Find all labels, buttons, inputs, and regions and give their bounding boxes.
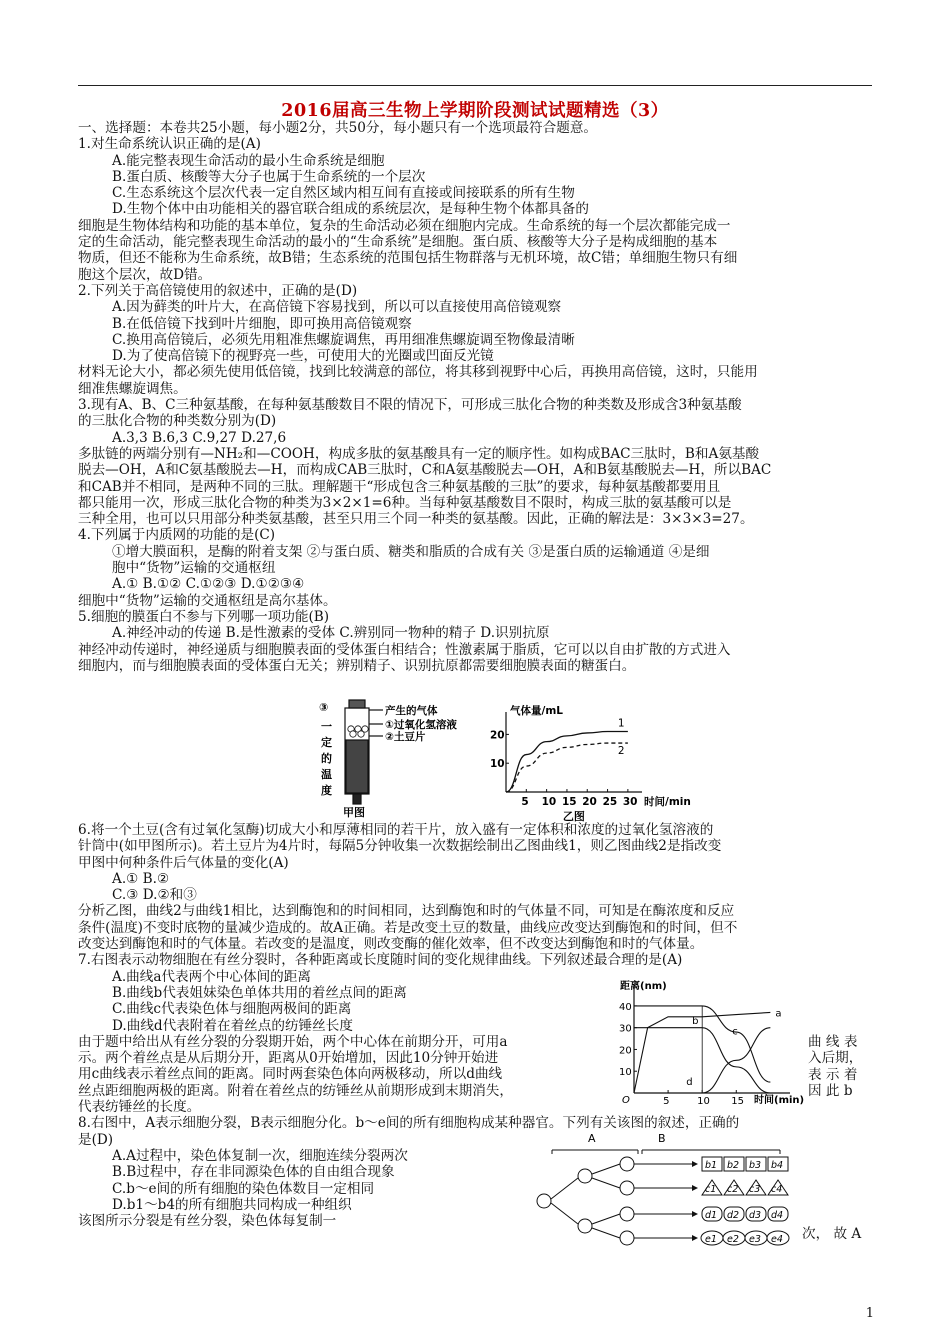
text-line: 脱去—OH，A和C氨基酸脱去—H，而构成CAB三肽时，C和A氨基酸脱去—OH，A和B氨基酸脱去—H，所以BAC (78, 462, 772, 479)
x-tick-label: 25 (602, 796, 618, 808)
side-text-2: 的 (321, 752, 332, 765)
label-3: ③ (319, 701, 329, 714)
text-line: 细准焦螺旋调焦。 (78, 380, 187, 397)
text-line: A.① B.①② C.①②③ D.①②③④ (112, 576, 305, 593)
series-2-label: 2 (617, 745, 625, 758)
cell-label-d4: d4 (771, 1210, 784, 1221)
text-line: 分析乙图，曲线2与曲线1相比，达到酶饱和的时间相同，达到酶饱和时的气体量不同，可知是在酶浓度和反应 (78, 903, 735, 920)
q7-right-line-1: 入后期， (808, 1050, 863, 1067)
text-line: 胞中“货物”运输的交通枢纽 (112, 560, 276, 577)
cell-label-b4: b4 (771, 1160, 784, 1171)
cell-label-c1: c1 (705, 1184, 717, 1195)
text-line: 示。两个着丝点是从后期分开，距离从0开始增加，因此10分钟开始进 (78, 1050, 499, 1067)
x-tick-label: 15 (731, 1096, 745, 1107)
text-line: B.在低倍镜下找到叶片细胞，即可换用高倍镜观察 (112, 315, 412, 332)
caption-jia: 甲图 (343, 806, 365, 819)
y-tick-label: 10 (619, 1067, 632, 1079)
cell-label-b2: b2 (727, 1160, 740, 1171)
cell-root (537, 1194, 551, 1208)
origin-label: O (622, 1095, 630, 1106)
text-line: 代表纺锤丝的长度。 (78, 1099, 201, 1116)
figure-q7-chart (598, 975, 808, 1105)
cell-label-d1: d1 (705, 1210, 718, 1221)
cell-label-e4: e4 (771, 1234, 783, 1245)
text-line: 针筒中(如甲图所示)。若土豆片为4片时，每隔5分钟收集一次数据绘制出乙图曲线1，则乙图曲线2是指改变 (78, 838, 722, 855)
text-line: B.曲线b代表姐妹染色单体共用的着丝点间的距离 (112, 984, 407, 1001)
cell-mid-1 (578, 1169, 592, 1183)
syringe-plunger (349, 700, 365, 708)
side-text-4: 度 (321, 784, 332, 797)
label-gas: 产生的气体 (385, 705, 438, 717)
label-A: A (588, 1132, 596, 1145)
text-line: 细胞是生物体结构和功能的基本单位，复杂的生命活动必须在细胞内完成。生命系统的每一个层次都能完成一 (78, 217, 731, 234)
text-line: 4.下列属于内质网的功能的是(C) (78, 527, 276, 544)
caption-yi: 乙图 (562, 810, 585, 823)
text-line: D.生物个体中由功能相关的器官联合组成的系统层次，是每种生物个体都具备的 (112, 201, 589, 218)
text-line: 神经冲动传递时，神经递质与细胞膜表面的受体蛋白相结合；性激素属于脂质，它可以以自由扩散的方式进入 (78, 641, 731, 658)
cell-label-d2: d2 (727, 1210, 740, 1221)
text-line: 2.下列关于高倍镜使用的叙述中，正确的是(D) (78, 282, 358, 299)
figure-q8-diagram (530, 1130, 795, 1260)
q7-right-text (808, 1034, 862, 1099)
text-line: D.为了使高倍镜下的视野亮一些，可使用大的光圈或凹面反光镜 (112, 348, 494, 365)
label-h2o2: ①过氧化氢溶液 (385, 719, 457, 731)
text-line: D.b1～b4的所有细胞共同构成一种组织 (112, 1196, 352, 1213)
syringe-liquid (346, 740, 368, 793)
y-tick-label: 30 (619, 1023, 632, 1035)
text-line: C.③ D.②和③ (112, 887, 197, 904)
text-line: 用c曲线表示着丝点间的距离。同时两套染色体向两极移动，所以d曲线 (78, 1066, 503, 1083)
x-axis-label: 时间/min (644, 796, 691, 808)
cell-label-d3: d3 (749, 1210, 762, 1221)
text-line: A.① B.② (112, 870, 170, 887)
text-line: A.3,3 B.6,3 C.9,27 D.27,6 (112, 429, 287, 446)
cell-label-e1: e1 (705, 1234, 717, 1245)
cell-label-c3: c3 (749, 1184, 761, 1195)
text-line: A.能完整表现生命活动的最小生命系统是细胞 (112, 152, 385, 169)
y-tick-label: 10 (490, 758, 505, 771)
text-line: 7.右图表示动物细胞在有丝分裂时，各种距离或长度随时间的变化规律曲线。下列叙述最合理的是(A) (78, 952, 683, 969)
label-B: B (658, 1132, 666, 1145)
cell-label-c2: c2 (727, 1184, 739, 1195)
y-tick-label: 40 (619, 1001, 632, 1013)
q7-right-line-0: 曲 线 表 (808, 1034, 858, 1050)
questions-1-5 (78, 120, 874, 674)
text-line: C.曲线c代表染色体与细胞两极间的距离 (112, 1001, 352, 1018)
arrow-m1-b (592, 1164, 620, 1174)
q8-right-text: 次， 故 A (802, 1226, 862, 1242)
x-tick-label: 10 (541, 796, 557, 808)
arrowhead-3 (692, 1235, 698, 1241)
q7-right-line-3: 因 此 b (808, 1082, 853, 1099)
page-number: 1 (865, 1306, 874, 1321)
x-tick-label: 10 (697, 1096, 710, 1107)
text-line: 多肽链的两端分别有—NH₂和—COOH，构成多肽的氨基酸具有一定的顺序性。如构成BAC三肽时，B和A氨基酸 (78, 445, 760, 462)
x-axis-label: 时间(min) (754, 1095, 805, 1106)
arrow-root-2 (551, 1203, 578, 1224)
text-line: 8.右图中，A表示细胞分裂，B表示细胞分化。b～e间的所有细胞构成某种器官。下列有关该图的叙述，正确的 (78, 1115, 740, 1132)
side-text-3: 温 (321, 768, 332, 781)
text-line: A.A过程中，染色体复制一次，细胞连续分裂两次 (112, 1147, 408, 1164)
text-line: 由于题中给出从有丝分裂的分裂期开始，两个中心体在前期分开，可用a (78, 1033, 508, 1050)
text-line: 3.现有A、B、C三种氨基酸，在每种氨基酸数目不限的情况下，可形成三肽化合物的种类数及形成含3种氨基酸 (78, 397, 742, 414)
text-line: 是(D) (78, 1131, 114, 1148)
cell-mid-2 (578, 1219, 592, 1233)
y-tick-label: 20 (619, 1045, 632, 1057)
arrowhead-2 (692, 1211, 698, 1217)
top-rule (78, 85, 872, 86)
series-1-line (506, 732, 628, 792)
text-line: C.b～e间的所有细胞的染色体数目一定相同 (112, 1180, 375, 1197)
text-line: 5.细胞的膜蛋白不参与下列哪一项功能(B) (78, 608, 330, 625)
series-c-label: c (732, 1026, 738, 1038)
cell-stem-3 (620, 1231, 634, 1245)
cell-label-e2: e2 (727, 1234, 739, 1245)
side-text-0: 一 (321, 720, 332, 733)
cell-stem-0 (620, 1157, 634, 1171)
arrow-m2-e (592, 1228, 620, 1238)
page-title: 2016届高三生物上学期阶段测试试题精选（3） (281, 101, 669, 121)
x-tick-label: 30 (622, 796, 638, 808)
cell-stem-1 (620, 1181, 634, 1195)
text-line: B.蛋白质、核酸等大分子也属于生命系统的一个层次 (112, 168, 426, 185)
q7-right-line-2: 表 示 着 (808, 1066, 858, 1083)
text-line: ①增大膜面积，是酶的附着支架 ②与蛋白质、糖类和脂质的合成有关 ③是蛋白质的运输通道 ④是细 (112, 543, 710, 560)
text-line: 甲图中何种条件后气体量的变化(A) (78, 854, 289, 871)
x-tick-label: 5 (521, 796, 529, 808)
side-text-1: 定 (321, 736, 332, 749)
cell-stem-2 (620, 1207, 634, 1221)
text-line: 改变达到酶饱和时的气体量。若改变的是温度，则改变酶的催化效率，但不改变达到酶饱和时的气体量。 (78, 936, 704, 953)
series-b-label: b (692, 1015, 699, 1027)
y-axis-label: 距离(nm) (620, 981, 667, 992)
text-line: 胞这个层次，故D错。 (78, 266, 212, 283)
text-line: A.神经冲动的传递 B.是性激素的受体 C.辨别同一物种的精子 D.识别抗原 (112, 625, 550, 642)
text-line: 的三肽化合物的种类数分别为(D) (78, 413, 277, 430)
text-line: 1.对生命系统认识正确的是(A) (78, 136, 261, 153)
text-line: 三种全用，也可以只用部分种类氨基酸，甚至只用三个同一种类的氨基酸。因此，正确的解法是：3×3×3=27。 (78, 511, 754, 528)
y-axis-label: 气体量/mL (510, 705, 563, 717)
x-tick-label: 5 (663, 1096, 670, 1107)
text-line: 材料无论大小，都必须先使用低倍镜，找到比较满意的部位，将其移到视野中心后，再换用高倍镜，这时，只能用 (78, 364, 758, 381)
text-line: 细胞内，而与细胞膜表面的受体蛋白无关；辨别精子、识别抗原都需要细胞膜表面的糖蛋白。 (78, 657, 636, 674)
cell-label-b3: b3 (749, 1160, 762, 1171)
text-line: C.生态系统这个层次代表一定自然区域内相互间有直接或间接联系的所有生物 (112, 185, 575, 202)
series-1-label: 1 (617, 717, 625, 730)
text-line: 物质，但还不能称为生命系统，故B错；生态系统的范围包括生物群落与无机环境，故C错；单细胞生物只有细 (78, 250, 738, 267)
text-line: 丝点距细胞两极的距离。附着在着丝点的纺锤丝从前期形成到末期消失， (78, 1082, 513, 1099)
text-line: 定的生命活动，能完整表现生命活动的最小的“生命系统”是细胞。蛋白质、核酸等大分子是构成细胞的基本 (78, 234, 718, 251)
cell-label-e3: e3 (749, 1234, 761, 1245)
text-line: 细胞中“货物”运输的交通枢纽是高尔基体。 (78, 592, 337, 609)
text-line: A.因为藓类的叶片大，在高倍镜下容易找到，所以可以直接使用高倍镜观察 (112, 299, 562, 316)
text-line: 条件(温度)不变时底物的量减少造成的。故A正确。若是改变土豆的数量，曲线应改变达到酶饱和的时间，但不 (78, 919, 738, 936)
arrow-m1-c (592, 1178, 620, 1188)
arrowhead-1 (692, 1185, 698, 1191)
text-line: 该图所示分裂是有丝分裂，染色体每复制一 (78, 1213, 337, 1230)
text-line: 一、选择题：本卷共25小题，每小题2分，共50分，每小题只有一个选项最符合题意。 (78, 120, 598, 136)
x-tick-label: 15 (561, 796, 577, 808)
text-line: A.曲线a代表两个中心体间的距离 (112, 968, 311, 985)
label-potato: ②土豆片 (385, 731, 426, 743)
text-line: C.换用高倍镜后，必须先用粗准焦螺旋调焦，再用细准焦螺旋调至物像最清晰 (112, 331, 575, 348)
series-a-label: a (775, 1008, 782, 1020)
text-line: 都只能用一次，形成三肽化合物的种类为3×2×1=6种。当每种氨基酸数目不限时，构成三肽的氨基酸可以是 (78, 494, 732, 511)
series-d-label: d (686, 1076, 693, 1088)
cell-label-b1: b1 (705, 1160, 718, 1171)
text-line: 和CAB并不相同，是两种不同的三肽。理解题干“形成包含三种氨基酸的三肽”的要求，每种氨基酸都要用且 (78, 478, 721, 495)
figure-yi-chart (478, 700, 691, 823)
text-line: 6.将一个土豆(含有过氧化氢酶)切成大小和厚薄相同的若干片，放入盛有一定体积和浓度的过氧化氢溶液的 (78, 822, 714, 838)
arrow-root-1 (551, 1178, 578, 1199)
cell-label-c4: c4 (771, 1184, 783, 1195)
text-line: D.曲线d代表附着在着丝点的纺锤丝长度 (112, 1017, 353, 1034)
arrow-m2-d (592, 1214, 620, 1224)
series-2-line (506, 743, 628, 792)
arrowhead-0 (692, 1161, 698, 1167)
figure-jia (315, 700, 475, 820)
y-tick-label: 20 (490, 729, 505, 742)
text-line: B.B过程中，存在非同源染色体的自由组合现象 (112, 1164, 395, 1181)
syringe-tip (353, 794, 361, 804)
x-tick-label: 20 (582, 796, 597, 808)
